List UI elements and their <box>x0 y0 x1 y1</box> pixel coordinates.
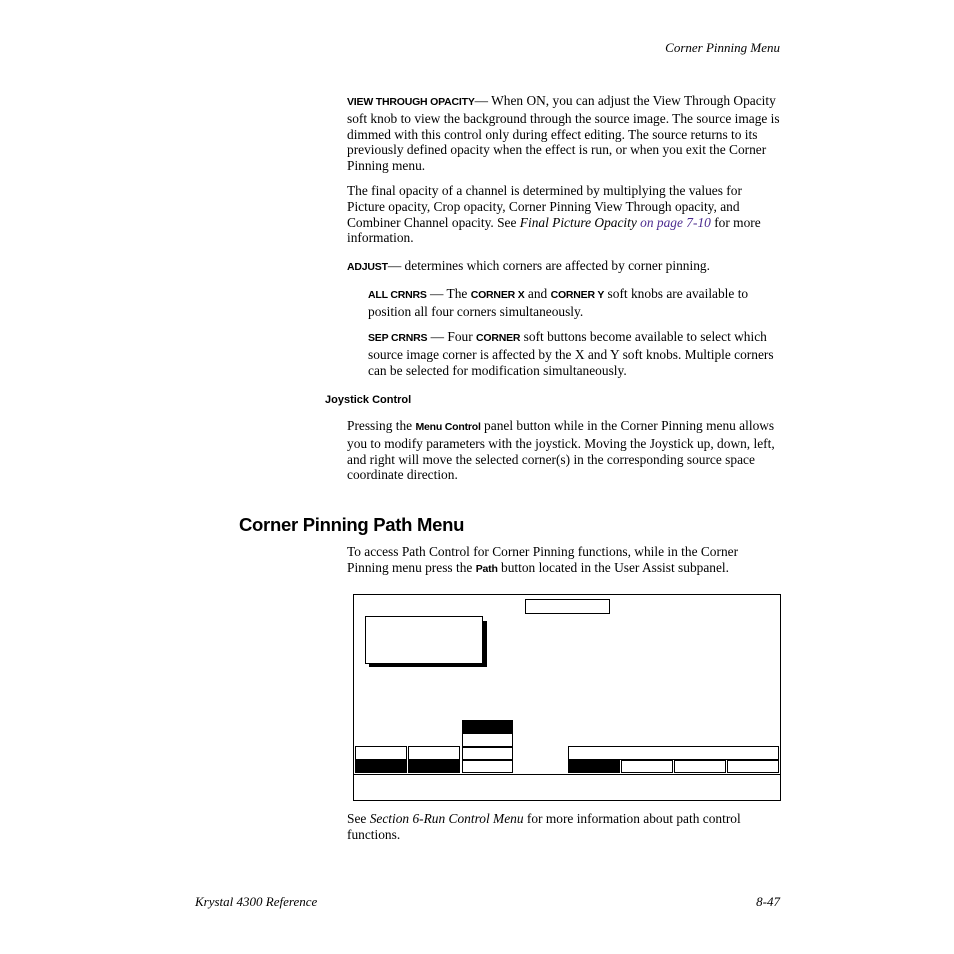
soft-button[interactable] <box>408 746 460 760</box>
soft-button[interactable] <box>674 760 726 773</box>
adjust-text: — determines which corners are affected by corner pinning. <box>387 258 710 273</box>
term-menu-control: Menu Control <box>415 421 481 433</box>
adjust-paragraph <box>347 258 783 276</box>
sep-crnrs-paragraph <box>368 329 784 378</box>
menu-screen-diagram <box>353 594 781 801</box>
section-ref: Section 6-Run Control Menu <box>369 811 524 826</box>
soft-button[interactable] <box>727 760 779 773</box>
joystick-heading: Joystick Control <box>325 394 412 406</box>
soft-button[interactable] <box>462 760 513 773</box>
path-menu-text-1: To access Path Control for Corner Pinning functions, while in the Corner Pinning menu press the <box>347 544 739 575</box>
all-crnrs-text-2: and <box>524 286 551 301</box>
all-crnrs-text-1: — The <box>426 286 471 301</box>
group-label-bar <box>568 746 779 760</box>
soft-button[interactable] <box>621 760 673 773</box>
soft-button[interactable] <box>462 747 513 760</box>
soft-button-selected[interactable] <box>462 720 513 733</box>
joystick-paragraph <box>347 418 783 483</box>
term-sep-crnrs: SEP CRNRS <box>368 332 428 344</box>
page-number: 8-47 <box>756 894 780 909</box>
soft-button-selected[interactable] <box>355 760 407 773</box>
final-opacity-paragraph <box>347 183 783 246</box>
see-section-paragraph <box>347 811 783 843</box>
term-corner: CORNER <box>476 332 521 344</box>
menu-title-box <box>525 599 610 614</box>
path-menu-text-2: button located in the User Assist subpanel. <box>497 559 729 575</box>
final-opacity-text: The final opacity of a channel is determined by multiplying the values for Picture opacity, Crop opacity, Corner Pinning View Through opacity, and Combiner Channel opacity. See <box>347 183 742 230</box>
soft-button[interactable] <box>462 733 513 747</box>
final-opacity-text-end: for more information. <box>347 214 761 246</box>
term-corner-x: CORNER X <box>470 289 525 301</box>
term-path: Path <box>475 562 498 575</box>
section-heading: Corner Pinning Path Menu <box>239 514 465 535</box>
xref-page-link[interactable]: on page 7-10 <box>640 214 711 230</box>
footer-title: Krystal 4300 Reference <box>195 894 318 909</box>
soft-button[interactable] <box>355 746 407 760</box>
xref-title: Final Picture Opacity <box>519 214 637 230</box>
all-crnrs-text-3: soft knobs are available to position all four corners simultaneously. <box>368 286 749 319</box>
soft-button-selected[interactable] <box>408 760 460 773</box>
term-corner-y: CORNER Y <box>550 289 605 301</box>
joystick-text-2: panel button while in the Corner Pinning menu allows you to modify parameters with the joystick. Moving the Joystick up, down, left, and right will move the selected corner(s) in the corresponding source space coordinate direction. <box>347 418 775 483</box>
view-through-paragraph <box>347 93 783 174</box>
all-crnrs-paragraph <box>368 286 784 320</box>
see-text-1: See <box>347 811 370 826</box>
term-view-through-opacity: VIEW THROUGH OPACITY <box>347 96 475 108</box>
sep-crnrs-text-2: soft buttons become available to select which source image corner is affected by the X and Y soft knobs. Multiple corners can be selected for modification simultaneously. <box>368 329 774 378</box>
term-adjust: ADJUST <box>347 261 388 273</box>
term-all-crnrs: ALL CRNRS <box>368 289 427 301</box>
path-menu-paragraph <box>347 544 783 578</box>
see-text-2: for more information about path control functions. <box>347 811 741 842</box>
joystick-text-1: Pressing the <box>347 418 416 433</box>
running-header: Corner Pinning Menu <box>665 40 780 55</box>
soft-button-selected[interactable] <box>568 760 620 773</box>
status-panel <box>365 616 483 664</box>
view-through-text: — When ON, you can adjust the View Through Opacity soft knob to view the background through the source image. The source image is dimmed with this control only during effect editing. The source returns to its previously defined opacity when the effect is run, or when you exit the Corner Pinning menu. <box>347 93 780 174</box>
divider <box>354 774 780 775</box>
sep-crnrs-text-1: — Four <box>427 329 477 344</box>
